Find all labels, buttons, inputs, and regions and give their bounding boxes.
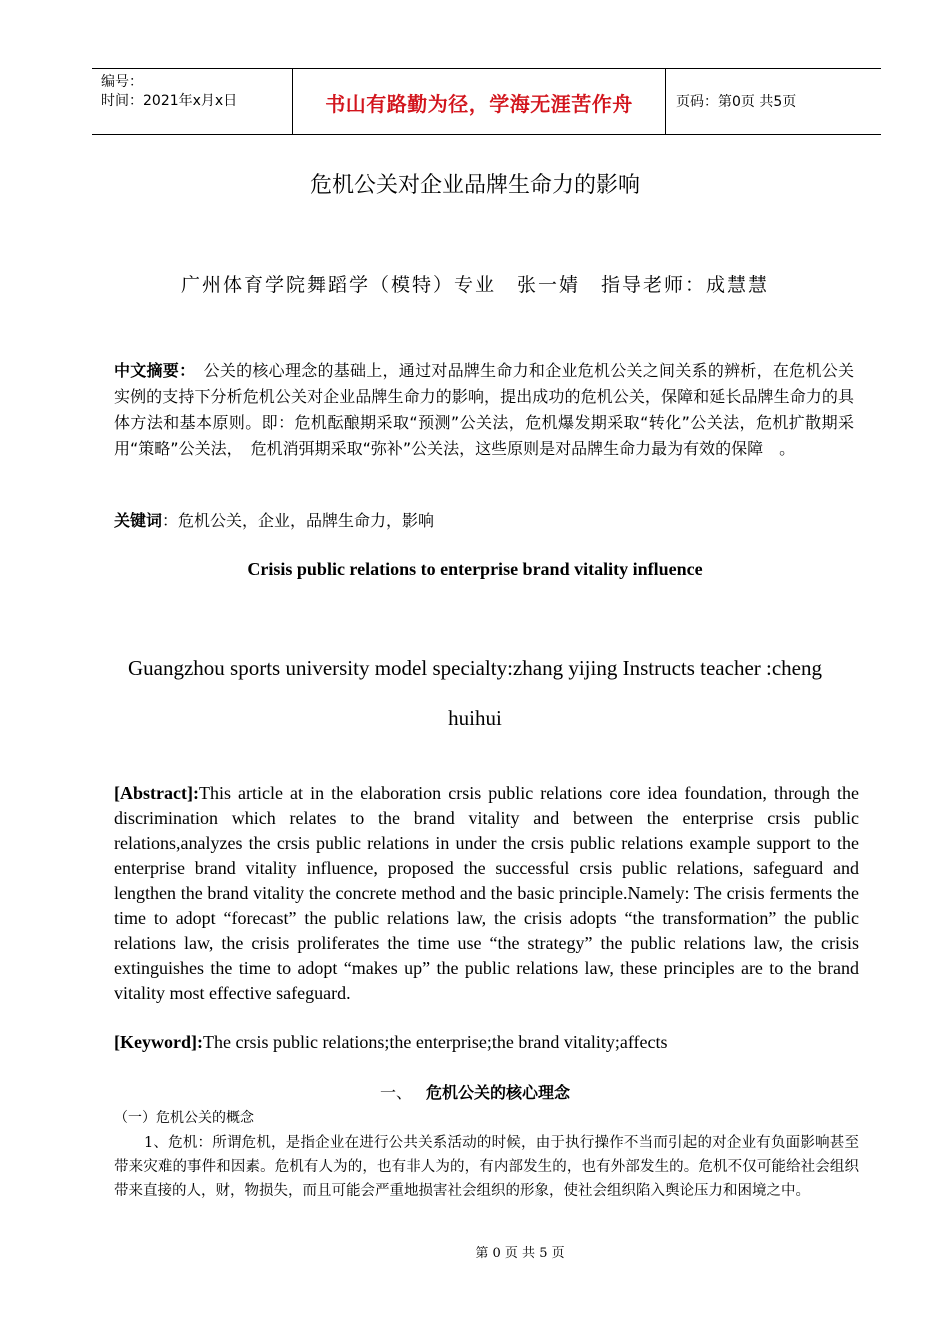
header-info-cell — [92, 69, 293, 135]
page-footer: 第 0 页 共 5 页 — [475, 1246, 565, 1261]
english-abstract-label: [Abstract]: — [114, 783, 199, 803]
chinese-abstract-label: 中文摘要： — [114, 361, 188, 380]
english-title: Crisis public relations to enterprise brand vitality influence — [247, 559, 703, 579]
header-page-cell — [666, 69, 881, 135]
chinese-keywords-text: ：危机公关，企业，品牌生命力，影响 — [162, 511, 435, 530]
english-abstract-text: This article at in the elaboration crsis public relations core idea foundation, through the discrimination which relates to the brand vitality and between the enterprise crsis public relations,analyzes the crsis public relations in under the crsis public relations example support to the enterprise brand vitality influence, proposed the successful crsis public relations, safeguard and lengthen the brand vitality the concrete method and the basic principle.Namely: The crisis ferments the time to adopt “forecast” the public relations law, the crisis adopts “the transformation” the public relations law, the crisis proliferates the time use “the strategy” the public relations law, the crisis extinguishes the time to adopt “makes up” the public relations law, these principles are to the brand vitality most effective safeguard. — [114, 783, 859, 1003]
english-keywords — [114, 1030, 859, 1055]
chinese-abstract — [114, 358, 854, 462]
serial-number-label: 编号： — [101, 74, 143, 90]
subsection-heading: （一）危机公关的概念 — [114, 1110, 254, 1126]
chinese-abstract-text: 公关的核心理念的基础上，通过对品牌生命力和企业危机公关之间关系的辨析，在危机公关实例的支持下分析危机公关对企业品牌生命力的影响，提出成功的危机公关，保障和延长品牌生命力的具体方法和基本原则。即：危机酝酿期采取“预测”公关法，危机爆发期采取“转化”公关法，危机扩散期采用“策略”公关法， 危机消弭期采取“弥补”公关法，这些原则是对品牌生命力最为有效的保障 。 — [114, 361, 854, 458]
english-keywords-text: The crsis public relations;the enterprise;the brand vitality;affects — [202, 1032, 668, 1052]
english-abstract — [114, 781, 859, 1006]
body-paragraph: 1、危机：所谓危机，是指企业在进行公共关系活动的时候，由于执行操作不当而引起的对企业有负面影响甚至带来灾难的事件和因素。危机有人为的，也有非人为的，有内部发生的，也有外部发生的。危机不仅可能给社会组织带来直接的人，财，物损失，而且可能会严重地损害社会组织的形象，使社会组织陷入舆论压力和困境之中。 — [114, 1135, 859, 1199]
section-title: 危机公关的核心理念 — [426, 1083, 571, 1102]
document-title: 危机公关对企业品牌生命力的影响 — [309, 173, 640, 198]
section-number: 一、 — [379, 1083, 412, 1102]
english-keywords-label: [Keyword]: — [114, 1032, 203, 1052]
header-motto-cell — [293, 69, 666, 135]
chinese-keywords-label: 关键词 — [114, 511, 163, 530]
time-label: 时间：2021年x月x日 — [101, 93, 238, 109]
header-page-info: 页码：第0页 共5页 — [676, 94, 797, 110]
chinese-keywords — [114, 508, 854, 534]
english-author-line: Guangzhou sports university model specialty:zhang yijing Instructs teacher :cheng huihui — [128, 656, 822, 730]
header-motto: 书山有路勤为径，学海无涯苦作舟 — [325, 92, 633, 116]
author-line: 广州体育学院舞蹈学（模特）专业 张一婧 指导老师：成慧慧 — [180, 274, 769, 296]
section-heading — [0, 1082, 950, 1104]
header-table — [92, 68, 881, 135]
